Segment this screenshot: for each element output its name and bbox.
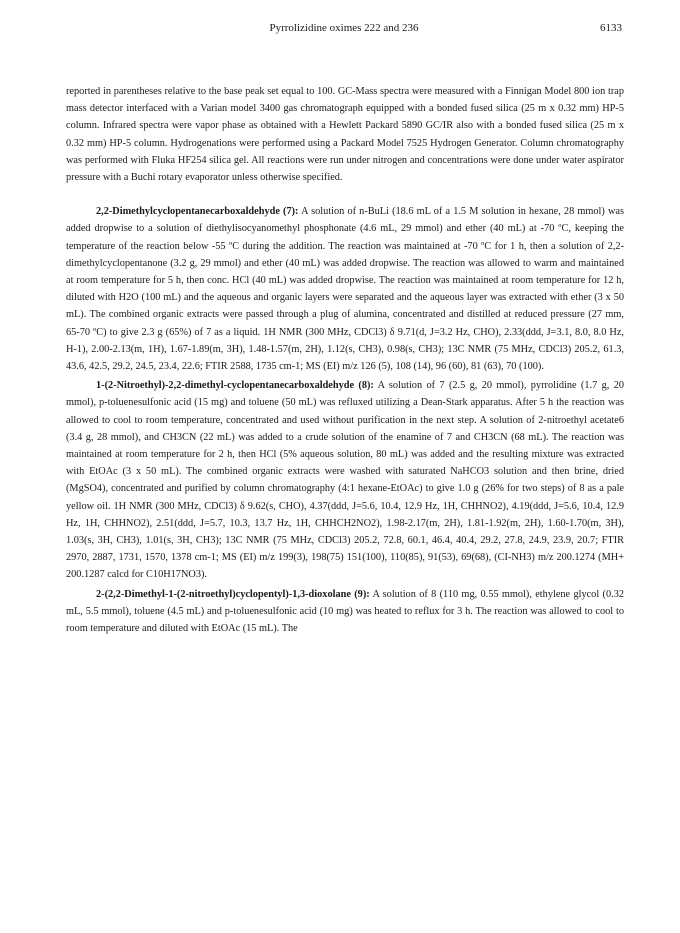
running-title: Pyrrolizidine oximes 222 and 236 — [269, 22, 419, 34]
running-head — [66, 22, 622, 38]
page-number: 6133 — [600, 22, 622, 34]
paragraph-text: A solution of 7 (2.5 g, 20 mmol), pyrrolidine (1.7 g, 20 mmol), p-toluenesulfonic acid (15 mg) and toluene (50 mL) was refluxed utilizing a Dean-Stark apparatus. After 5 h the reaction was allowed to cool to room temperature, concentrated and used without purification in the next step. A solution of 2-nitroethyl acetate6 (3.4 g, 28 mmol), and CH3CN (22 mL) was added to a crude solution of the enamine of 7 and CH3CN (68 mL). The reaction was maintained at room temperature for 2 h, then HCl (5% aqueous solution, 80 mL) was added and the resulting mixture was extracted with EtOAc (3 x 50 mL). The combined organic extracts were washed with saturated NaHCO3 solution and then brine, dried (MgSO4), concentrated and purified by column chromatography (4:1 hexane-EtOAc) to give 1.0 g (26% for two steps) of 8 as a pale yellow oil. 1H NMR (300 MHz, CDCl3) δ 9.62(s, CHO), 4.37(ddd, J=5.6, 10.4, 12.9 Hz, 1H, CHHNO2), 4.19(ddd, J=5.6, 10.4, 12.9 Hz, 1H, CHHNO2), 2.51(ddd, J=5.7, 10.3, 13.7 Hz, 1H, CHHCH2NO2), 1.98-2.17(m, 2H), 1.81-1.92(m, 2H), 1.60-1.70(m, 3H), 1.03(s, 3H, CH3), 1.01(s, 3H, CH3); 13C NMR (75 MHz, CDCl3) 205.2, 72.8, 60.1, 46.4, 40.4, 29.2, 27.8, 24.9, 23.9, 20.7; FTIR 2970, 2887, 1731, 1570, 1378 cm-1; MS (EI) m/z 199(3), 198(75) 151(100), 110(85), 91(53), 69(68), (CI-NH3) m/z 200.1274 (MH+ 200.1287 calcd for C10H17NO3). — [66, 380, 625, 581]
paragraph-general-methods — [66, 83, 624, 186]
compound-heading: 1-(2-Nitroethyl)-2,2-dimethyl-cyclopentanecarboxaldehyde (8): — [96, 380, 374, 392]
paragraph-compound-8 — [66, 377, 624, 583]
paragraph-compound-7 — [66, 203, 624, 375]
paragraph-compound-9 — [66, 586, 624, 638]
paragraph-text: A solution of 8 (110 mg, 0.55 mmol), ethylene glycol (0.32 mL, 5.5 mmol), toluene (4.5 mL) and p-toluenesulfonic acid (10 mg) was heated to reflux for 3 h. The reaction was allowed to cool to room temperature and diluted with EtOAc (15 mL). The — [66, 588, 624, 635]
paragraph-text: reported in parentheses relative to the base peak set equal to 100. GC-Mass spectra were measured with a Finnigan Model 800 ion trap mass detector interfaced with a Varian model 3400 gas chromatograph equipped with a bonded fused silica (25 m x 0.32 mm) HP-5 column. Infrared spectra were vapor phase as obtained with a Hewlett Packard 5890 GC/IR also with a bonded fused silica (25 m x 0.32 mm) HP-5 column. Hydrogenations were performed using a Packard Model 7525 Hydrogen Generator. Column chromatography was performed with Fluka HF254 silica gel. All reactions were run under nitrogen and concentrations were done under water aspirator pressure with a Buchi rotary evaporator unless otherwise specified. — [66, 86, 624, 184]
body-text — [66, 83, 624, 637]
compound-heading: 2,2-Dimethylcyclopentanecarboxaldehyde (7): — [96, 206, 299, 218]
compound-heading: 2-(2,2-Dimethyl-1-(2-nitroethyl)cyclopentyl)-1,3-dioxolane (9): — [96, 588, 370, 600]
paragraph-text: A solution of n-BuLi (18.6 mL of a 1.5 M solution in hexane, 28 mmol) was added dropwise to a solution of diethylisocyanomethyl phosphonate (4.6 mL, 29 mmol) and ether (40 mL) at -70 ºC, keeping the temperature of the reaction below -55 ºC during the addition. The reaction was maintained at -70 ºC for 1 h, then a solution of 2,2-dimethylcyclopentanone (3.2 g, 29 mmol) and ether (40 mL) was added dropwise. The reaction was allowed to warm and maintained at room temperature for 5 h, then conc. HCl (40 mL) was added dropwise. The reaction was maintained at room temperature for 12 h, diluted with H2O (100 mL) and the aqueous and organic layers were separated and the aqueous layer was extracted with ether (3 x 50 mL). The combined organic extracts were passed through a plug of alumina, concentrated and distilled at reduced pressure (27 mm, 65-70 ºC) to give 2.3 g (65%) of 7 as a liquid. 1H NMR (300 MHz, CDCl3) δ 9.71(d, J=3.2 Hz, CHO), 2.33(ddd, J=3.1, 8.0, 8.0 Hz, H-1), 2.00-2.13(m, 1H), 1.67-1.89(m, 3H), 1.48-1.57(m, 2H), 1.12(s, CH3), 0.98(s, CH3); 13C NMR (75 MHz, CDCl3) 205.2, 61.3, 43.6, 42.5, 29.2, 24.5, 23.4, 22.6; FTIR 2588, 1735 cm-1; MS (EI) m/z 126 (5), 108 (14), 96 (60), 81 (63), 70 (100). — [66, 206, 625, 373]
